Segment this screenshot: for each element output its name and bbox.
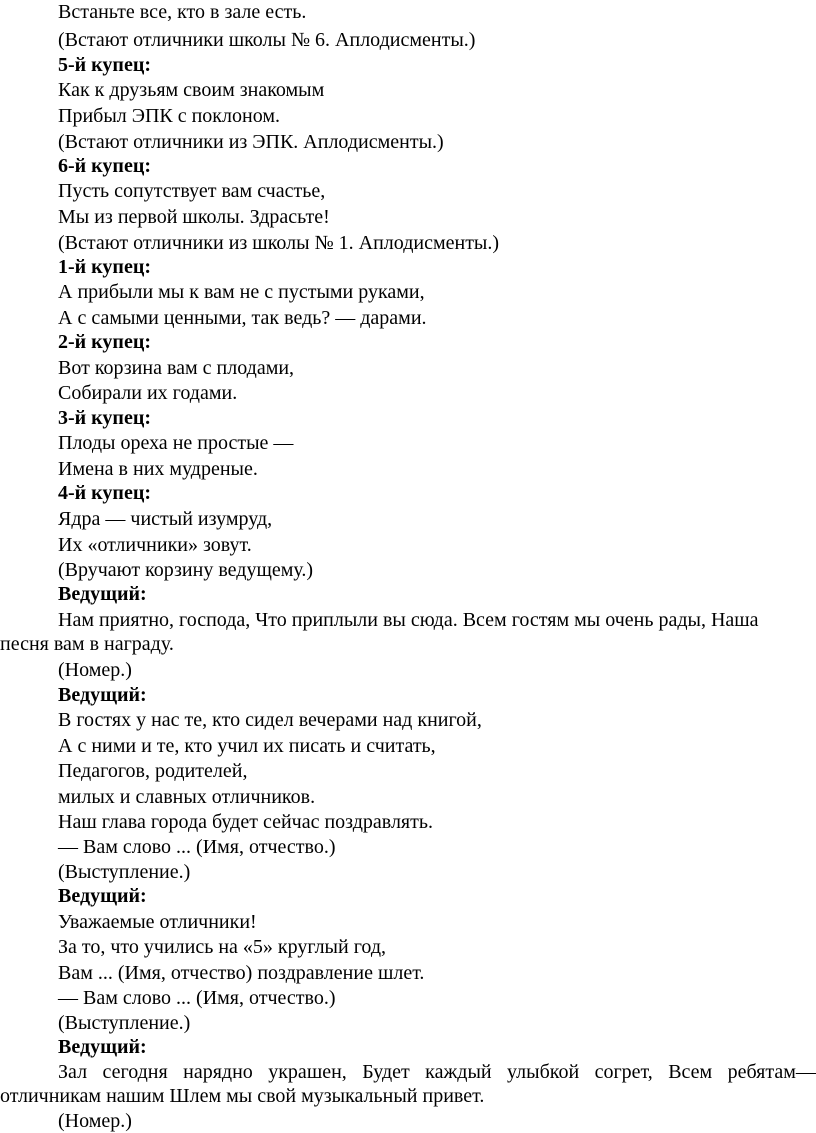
text-line: — Вам слово ... (Имя, отчество.)	[58, 987, 336, 1009]
word: украшен,	[268, 1061, 347, 1083]
text-line: милых и славных отличников.	[58, 786, 316, 808]
word: каждый	[425, 1061, 492, 1083]
word: нарядно	[183, 1061, 253, 1083]
speaker-heading: Ведущий:	[58, 885, 147, 907]
word: согрет,	[594, 1061, 653, 1083]
text-line: Мы из первой школы. Здрасьте!	[58, 206, 330, 228]
word: Зал	[58, 1061, 88, 1083]
stage-direction: (Номер.)	[58, 1110, 132, 1132]
text-line: Вам ... (Имя, отчество) поздравление шлет.	[58, 962, 425, 984]
text-line: За то, что учились на «5» круглый год,	[58, 936, 386, 958]
paragraph-line: отличникам нашим Шлем мы свой музыкальный привет.	[0, 1085, 485, 1107]
text-line: Плоды ореха не простые —	[58, 432, 294, 454]
stage-direction: (Встают отличники школы № 6. Аплодисменты.)	[58, 29, 476, 51]
paragraph-line: песня вам в награду.	[0, 633, 174, 655]
stage-direction: (Номер.)	[58, 659, 132, 681]
text-line: Собирали их годами.	[58, 382, 238, 404]
text-line: Уважаемые отличники!	[58, 911, 257, 933]
stage-direction: (Выступление.)	[58, 861, 191, 883]
speaker-heading: 2-й купец:	[58, 331, 152, 353]
text-line: Прибыл ЭПК с поклоном.	[58, 105, 280, 127]
stage-direction: (Вручают корзину ведущему.)	[58, 559, 314, 581]
speaker-heading: 1-й купец:	[58, 256, 152, 278]
paragraph-line: Нам приятно, господа, Что приплыли вы сюда. Всем гостям мы очень рады, Наша	[58, 609, 759, 631]
word: сегодня	[102, 1061, 168, 1083]
text-line: Встаньте все, кто в зале есть.	[58, 1, 307, 23]
paragraph-line	[58, 1060, 816, 1084]
stage-direction: (Встают отличники из школы № 1. Аплодисменты.)	[58, 232, 500, 254]
text-line: А с самыми ценными, так ведь? — дарами.	[58, 307, 427, 329]
stage-direction: (Выступление.)	[58, 1012, 191, 1034]
speaker-heading: 6-й купец:	[58, 155, 152, 177]
stage-direction: (Встают отличники из ЭПК. Аплодисменты.)	[58, 131, 444, 153]
speaker-heading: 3-й купец:	[58, 407, 152, 429]
word: улыбкой	[507, 1061, 580, 1083]
text-line: — Вам слово ... (Имя, отчество.)	[58, 836, 336, 858]
text-line: А с ними и те, кто учил их писать и считать,	[58, 735, 436, 757]
speaker-heading: Ведущий:	[58, 1036, 147, 1058]
speaker-heading: Ведущий:	[58, 684, 147, 706]
text-line: Вот корзина вам с плодами,	[58, 357, 295, 379]
text-line: Ядра — чистый изумруд,	[58, 508, 273, 530]
speaker-heading: Ведущий:	[58, 583, 147, 605]
text-line: Их «отличники» зовут.	[58, 534, 252, 556]
speaker-heading: 4-й купец:	[58, 482, 152, 504]
text-line: Имена в них мудреные.	[58, 458, 258, 480]
speaker-heading: 5-й купец:	[58, 54, 152, 76]
word: ребятам—	[727, 1061, 816, 1083]
text-line: Пусть сопутствует вам счастье,	[58, 180, 326, 202]
text-line: Педагогов, родителей,	[58, 760, 248, 782]
text-line: В гостях у нас те, кто сидел вечерами над книгой,	[58, 709, 482, 731]
text-line: Наш глава города будет сейчас поздравлять.	[58, 811, 433, 833]
word: Будет	[362, 1061, 410, 1083]
text-line: А прибыли мы к вам не с пустыми руками,	[58, 281, 425, 303]
word: Всем	[668, 1061, 713, 1083]
text-line: Как к друзьям своим знакомым	[58, 79, 325, 101]
